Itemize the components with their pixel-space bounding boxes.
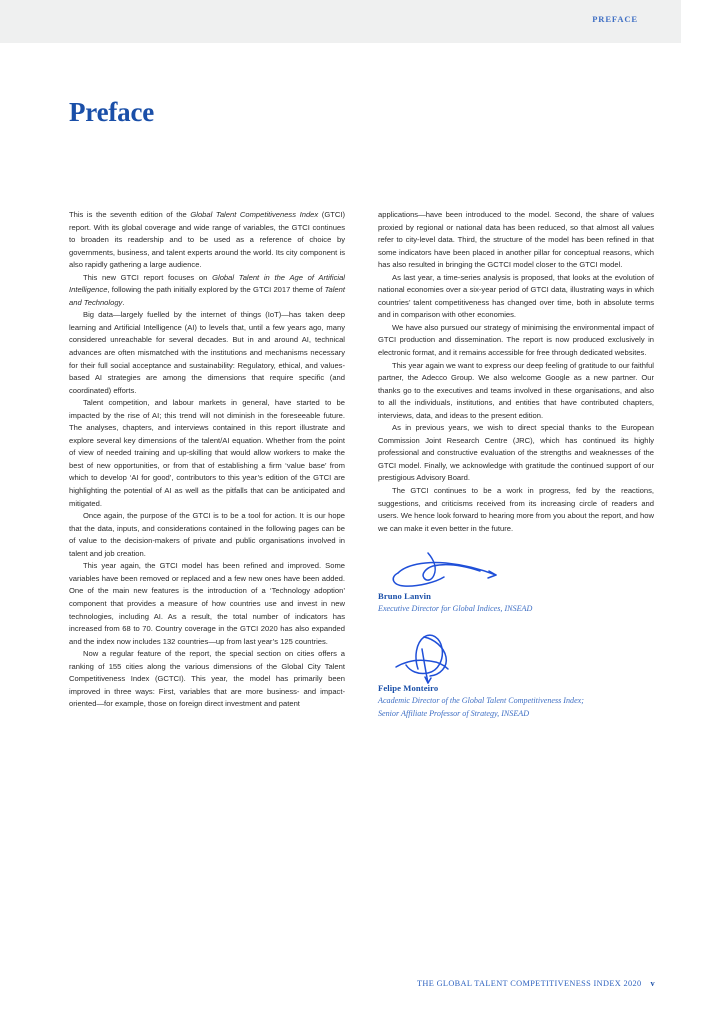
paragraph: As in previous years, we wish to direct special thanks to the European Commission Joint Research Centre (JRC), which has continued its highly professional and constructive evaluation of the strengths and weaknesses of the GTCI model. Finally, we acknowledge with gratitude the continued support of our prestigious Advisory Board. <box>378 423 654 483</box>
paragraph: This year again we want to express our deep feeling of gratitude to our faithful partner, the Adecco Group. We also welcome Google as a new partner. Our thanks go to the executives and teams involved in these organisations, and also to all the individuals, institutions, and entities that have contributed chapters, interviews, data, and ideas to the present edition. <box>378 360 654 420</box>
signature-role: Senior Affiliate Professor of Strategy, INSEAD <box>378 709 530 719</box>
paragraph: Big data—largely fuelled by the internet of things (IoT)—has taken deep learning and Artificial Intelligence (AI) to levels that, until a few years ago, many considered unreachable for several decades. But in and around AI, technical advances are often mismatched with the institutions and mechanisms necessary for their full social acceptance and sustainability: Regulatory, ethical, and values-based AI strategies are among the dimensions that require specific (and coordinated) efforts. <box>69 310 345 395</box>
signature-name: Felipe Monteiro <box>378 682 439 693</box>
running-header-band <box>0 0 681 43</box>
signature-name: Bruno Lanvin <box>378 591 432 602</box>
paragraph: Talent competition, and labour markets in general, have started to be impacted by the rise of AI; this trend will not diminish in the foreseeable future. The analyses, chapters, and interviews contained in this report illustrate and explore several key dimensions of the talent/AI equation. Whether from the point of view of needed training and up-skilling that would allow workers to make the best of new opportunities, or from that of establishing a firm ‘value base’ from which to develop ‘AI for good’, contributors to this year’s edition of the GTCI are highlighting the potential of AI as well as the pitfalls that can be anticipated and mitigated. <box>69 398 345 508</box>
paragraph: Once again, the purpose of the GTCI is to be a tool for action. It is our hope that the data, inputs, and considerations contained in the following pages can be of value to the decision-makers of private and public organisations involved in talent and job creation. <box>69 511 345 558</box>
signature-role: Executive Director for Global Indices, INSEAD <box>378 604 533 614</box>
footer-title: THE GLOBAL TALENT COMPETITIVENESS INDEX 2020 <box>416 979 642 988</box>
paragraph: This new GTCI report focuses on Global Talent in the Age of Artificial Intelligence, following the path initially explored by the GTCI 2017 theme of Talent and Technology. <box>69 272 345 307</box>
paragraph: This year again, the GTCI model has been refined and improved. Some variables have been removed or replaced and a few new ones have been added. One of the main new features is the introduction of a ‘Technology adoption’ component that provides a measure of how countries use and invest in new technologies, including AI. As a result, the total number of indicators has increased from 68 to 70. Country coverage in the GTCI 2020 has also expanded and the index now includes 132 countries—up from last year’s 125 countries. <box>69 561 345 646</box>
page-title: Preface <box>69 97 155 128</box>
paragraph: Now a regular feature of the report, the special section on cities offers a ranking of 155 cities along the various dimensions of the Global City Talent Competitiveness Index (GCTCI). This year, the model has primarily been improved in three ways: First, variables that are more business- and impact-oriented—for example, those on foreign direct investment and patent <box>69 649 345 709</box>
signature-block-bruno-lanvin <box>378 551 654 615</box>
page-footer <box>0 973 724 991</box>
left-column <box>69 209 345 720</box>
signature-block-felipe-monteiro <box>378 633 654 720</box>
paragraph: We have also pursued our strategy of minimising the environmental impact of GTCI production and dissemination. The report is now produced exclusively in electronic format, and it remains accessible for free through dedicated websites. <box>378 322 654 358</box>
body-columns <box>69 209 655 720</box>
signature-role: Academic Director of the Global Talent Competitiveness Index; <box>378 695 584 705</box>
paragraph: As last year, a time-series analysis is proposed, that looks at the evolution of national economies over a six-year period of GTCI data, illustrating ways in which countries’ talent competitiveness has changed over time, both in absolute terms and in comparison with other economies. <box>378 272 654 320</box>
paragraph: The GTCI continues to be a work in progress, fed by the reactions, suggestions, and criticisms received from its increasing circle of readers and users. We hence look forward to hearing more from you about the report, and how we can make it even better in the future. <box>378 486 654 533</box>
right-column <box>378 209 654 720</box>
page-number: v <box>650 979 655 988</box>
running-header-title: PREFACE <box>592 14 638 24</box>
handwritten-signature-icon <box>384 551 514 593</box>
paragraph: This is the seventh edition of the Global Talent Competitiveness Index (GTCI) report. With its global coverage and wide range of variables, the GTCI continues to broaden its readership and to be used as a reference of choice by governments, business, and talent experts around the world. Its city component is also rapidly gathering a large audience. <box>69 210 345 270</box>
handwritten-signature-icon <box>384 633 514 685</box>
paragraph: applications—have been introduced to the model. Second, the share of values proxied by regional or national data has been reduced, so that almost all values refer to city-level data. Third, the structure of the model has been refined in that some indicators have been placed in another pillar for conceptual reasons, which has also resulted in bringing the GCTCI model closer to the GTCI model. <box>378 210 654 270</box>
